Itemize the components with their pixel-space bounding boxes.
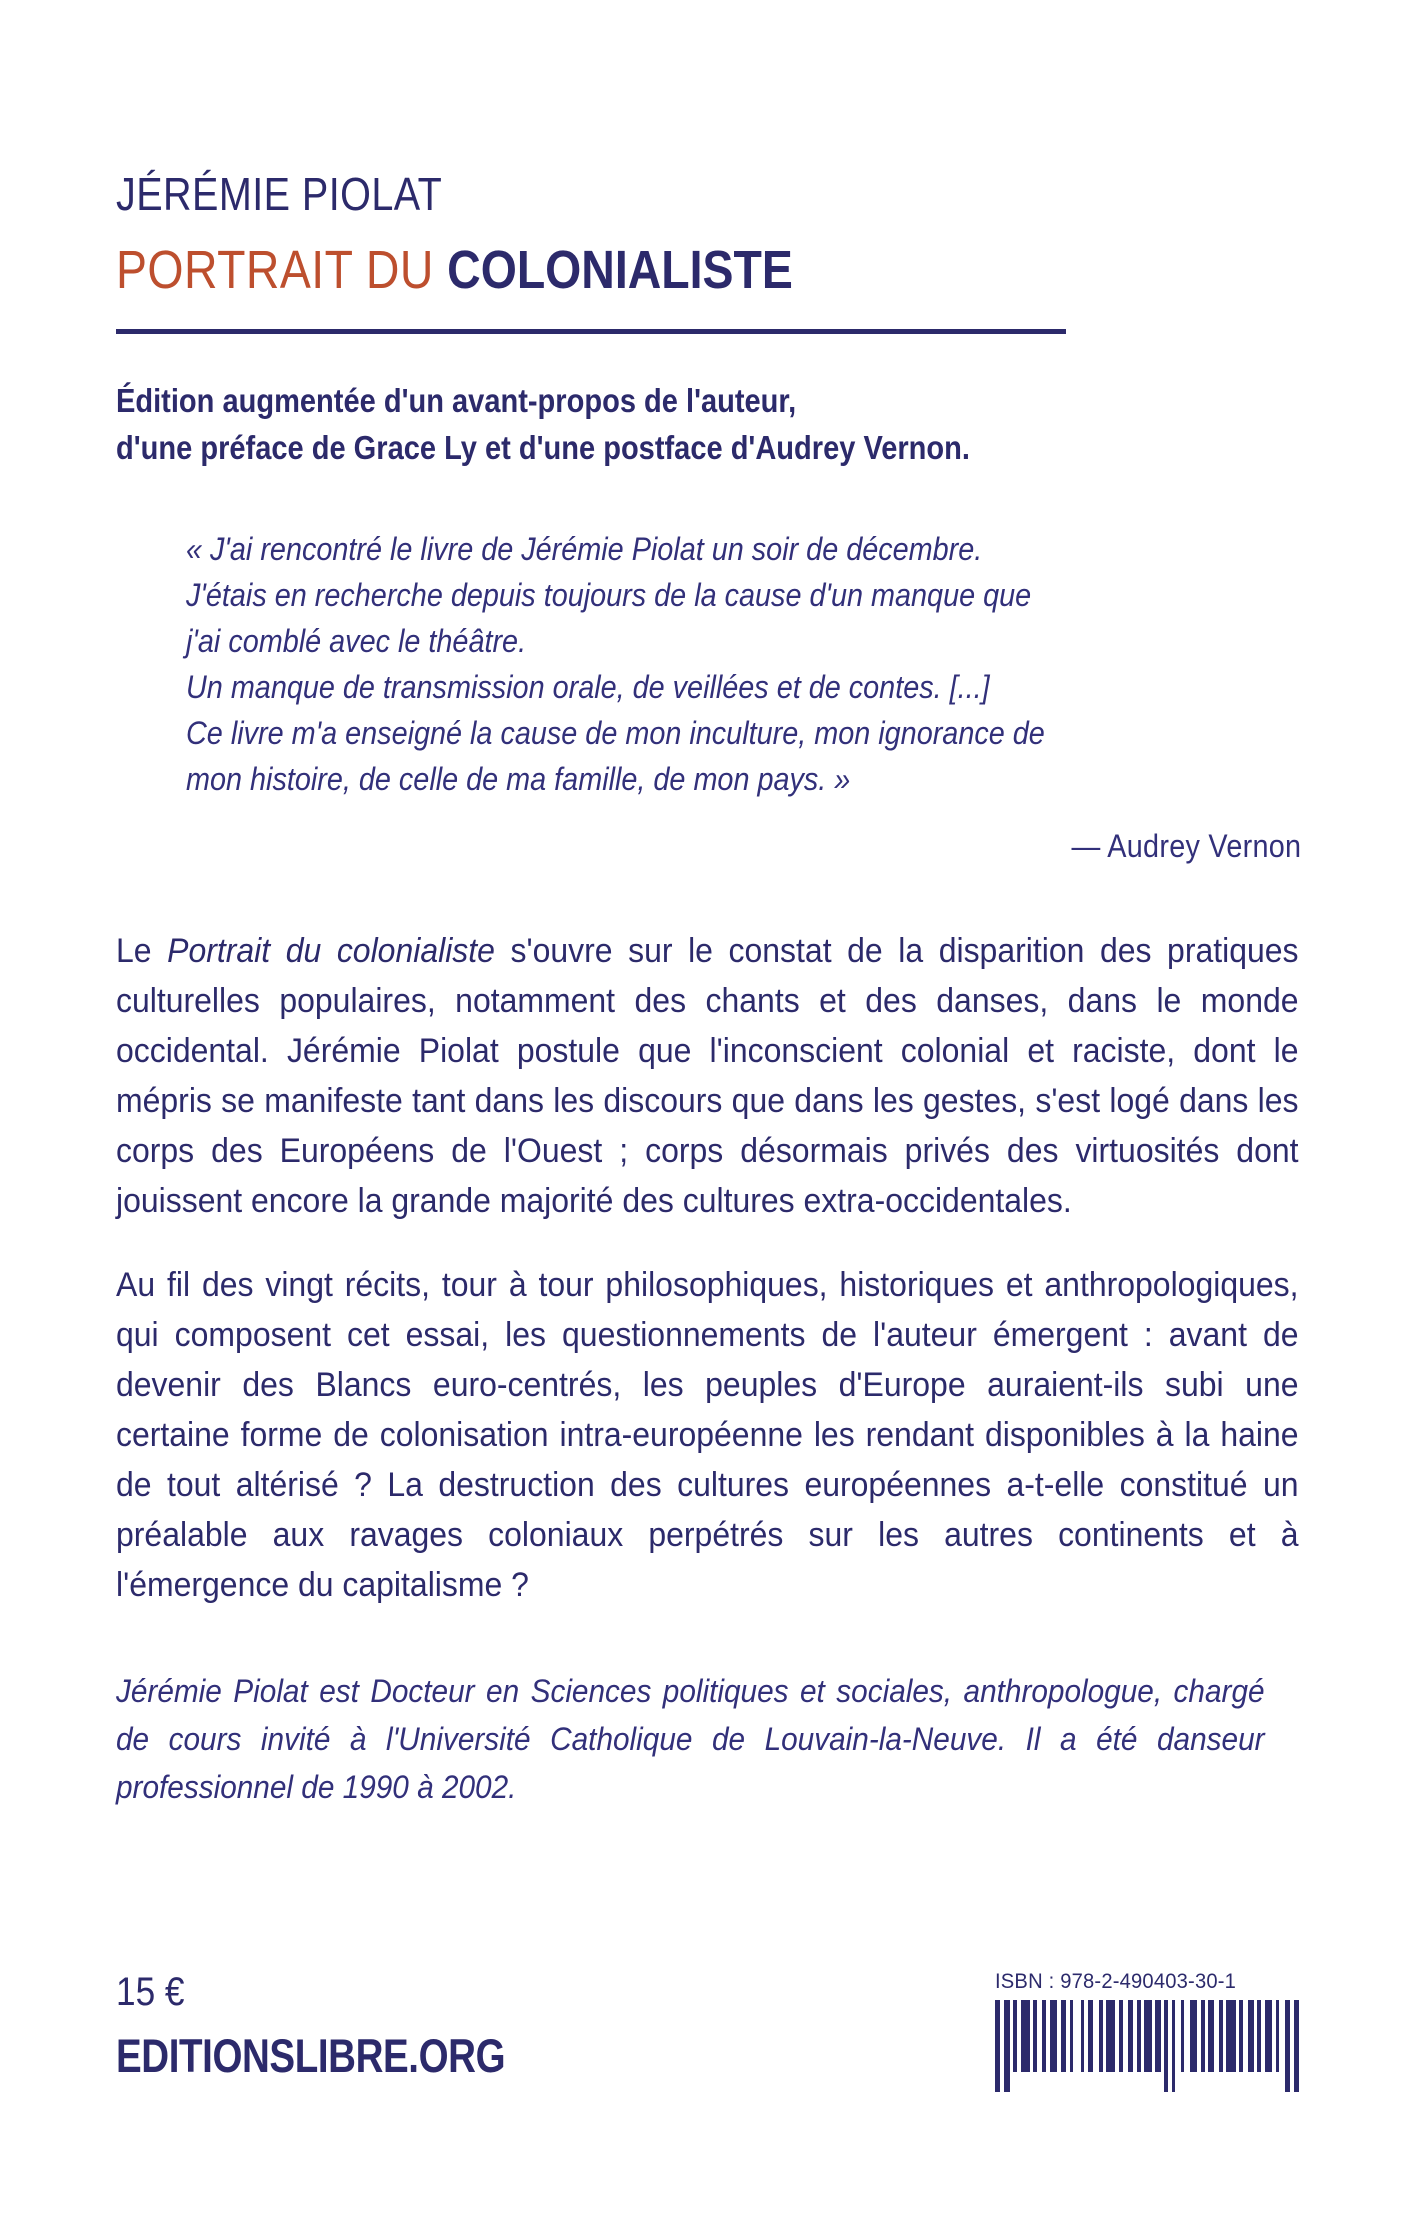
barcode-image <box>995 2000 1300 2092</box>
title-first-part: PORTRAIT DU <box>116 240 448 301</box>
quote-line: J'étais en recherche depuis toujours de la cause d'un manque que <box>186 576 1032 613</box>
quote-line: Ce livre m'a enseigné la cause de mon inculture, mon ignorance de <box>186 715 1045 752</box>
isbn-barcode-block <box>995 1970 1305 2092</box>
blurb-p1-rest: s'ouvre sur le constat de la disparition des pratiques culturelles populaires, notamment des chants et des danses, dans le monde occidental. Jérémie Piolat postule que l'inconscient colonial et raciste, dont le mépris se manifeste tant dans les discours que dans les gestes, s'est logé dans les corps des Européens de l'Ouest ; corps désormais privés des virtuosités dont jouissent encore la grande majorité des cultures extra-occidentales. <box>116 932 1299 1221</box>
isbn-label: ISBN : 978-2-490403-30-1 <box>995 1970 1237 1993</box>
title-divider <box>116 329 1066 334</box>
quote-attribution-text: — Audrey Vernon <box>1071 828 1301 865</box>
blurb-p1-prefix: Le <box>116 932 168 971</box>
author-name: JÉRÉMIE PIOLAT <box>116 168 443 220</box>
cover-footer <box>116 1970 1305 2140</box>
blurb <box>116 927 1301 1611</box>
quote-line: « J'ai rencontré le livre de Jérémie Piolat un soir de décembre. <box>186 530 983 567</box>
quote-line: Un manque de transmission orale, de veillées et de contes. [...] <box>186 668 990 705</box>
price-label: 15 € <box>116 1970 185 2014</box>
quote-line: mon histoire, de celle de ma famille, de mon pays. » <box>186 761 851 798</box>
cover-content <box>116 0 1301 1811</box>
quote-line: j'ai comblé avec le théâtre. <box>186 622 527 659</box>
blurb-paragraph-2: Au fil des vingt récits, tour à tour philosophiques, historiques et anthropologiques, qui composent cet essai, les questionnements de l'auteur émergent : avant de devenir des Blancs euro-centrés, les peuples d'Europe auraient-ils subi une certaine forme de colonisation intra-européenne les rendant disponibles à la haine de tout altérisé ? La destruction des cultures européennes a-t-elle constitué un préalable aux ravages coloniaux perpétrés sur les autres continents et à l'émergence du capitalisme ? <box>116 1265 1299 1604</box>
publisher-website[interactable]: EDITIONSLIBRE.ORG <box>116 2029 506 2082</box>
edition-subtitle-line-1: Édition augmentée d'un avant-propos de l'auteur, <box>116 381 797 419</box>
book-title <box>116 242 1135 299</box>
title-second-part: COLONIALISTE <box>447 240 793 301</box>
blurb-p1-book-title: Portrait du colonialiste <box>167 932 495 971</box>
edition-subtitle-line-2: d'une préface de Grace Ly et d'une postface d'Audrey Vernon. <box>116 428 970 466</box>
pull-quote <box>186 526 1301 865</box>
blurb-paragraph-1 <box>116 927 1299 1227</box>
quote-attribution <box>186 828 1301 865</box>
author-bio: Jérémie Piolat est Docteur en Sciences politiques et sociales, anthropologue, chargé de cours invité à l'Université Catholique de Louvain-la-Neuve. Il a été danseur professionnel de 1990 à 2002. <box>116 1672 1265 1805</box>
edition-subtitle <box>116 378 1159 472</box>
